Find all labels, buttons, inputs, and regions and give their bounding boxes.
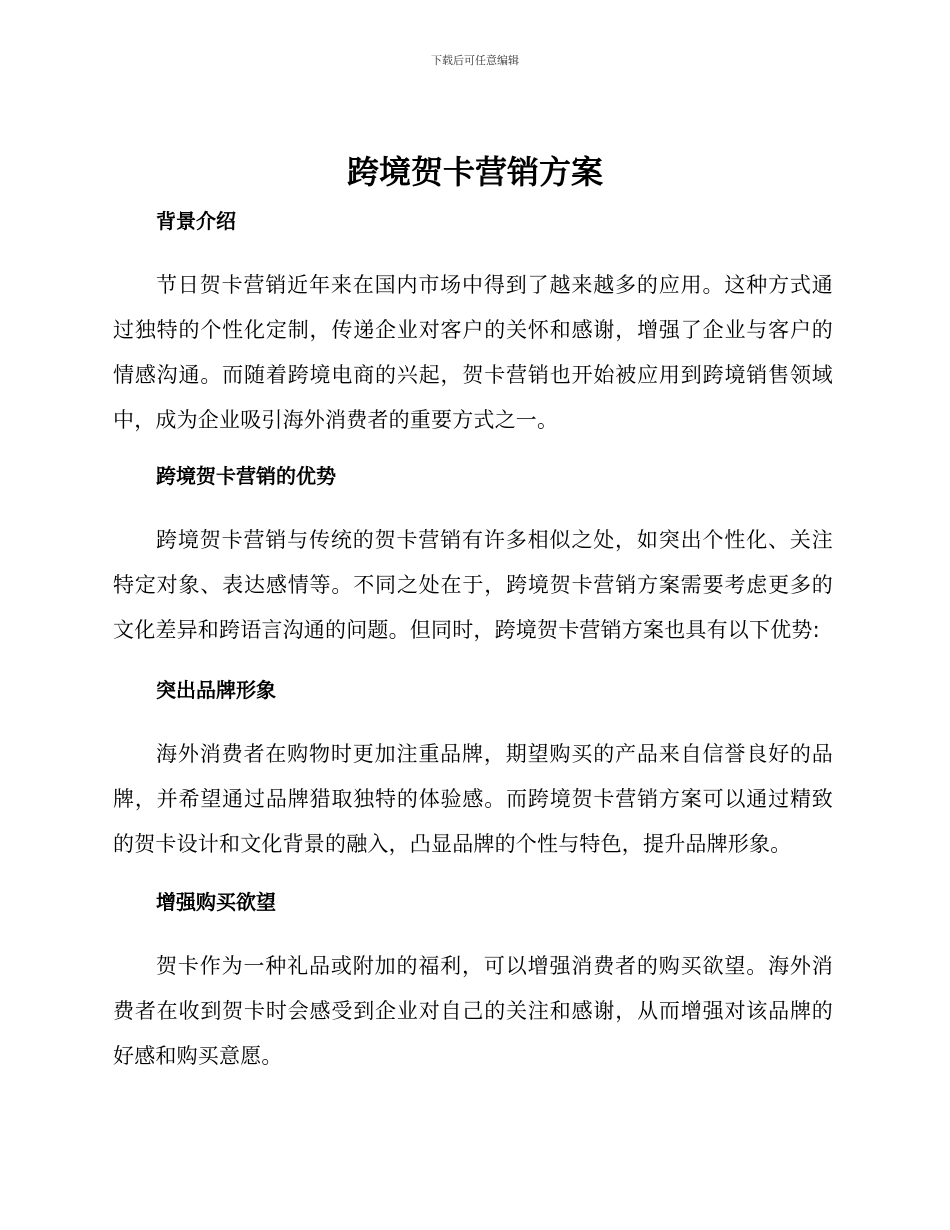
section-paragraph-advantages: 跨境贺卡营销与传统的贺卡营销有许多相似之处，如突出个性化、关注特定对象、表达感情等。不同之处在于，跨境贺卡营销方案需要考虑更多的文化差异和跨语言沟通的问题。但同时，跨境贺卡营销方案也具有以下优势:	[113, 528, 833, 642]
page-header-note: 下载后可任意编辑	[431, 54, 519, 67]
section-heading-brand-image: 突出品牌形象	[156, 678, 276, 702]
section-heading-background: 背景介绍	[156, 209, 236, 233]
section-heading-advantages: 跨境贺卡营销的优势	[156, 464, 336, 488]
document-title: 跨境贺卡营销方案	[346, 153, 603, 191]
section-heading-purchase-desire: 增强购买欲望	[156, 890, 276, 914]
section-paragraph-background: 节日贺卡营销近年来在国内市场中得到了越来越多的应用。这种方式通过独特的个性化定制，传递企业对客户的关怀和感谢，增强了企业与客户的情感沟通。而随着跨境电商的兴起，贺卡营销也开始被应用到跨境销售领域中，成为企业吸引海外消费者的重要方式之一。	[113, 273, 833, 432]
document-body	[113, 206, 833, 1079]
section-paragraph-brand-image: 海外消费者在购物时更加注重品牌，期望购买的产品来自信誉良好的品牌，并希望通过品牌猎取独特的体验感。而跨境贺卡营销方案可以通过精致的贺卡设计和文化背景的融入，凸显品牌的个性与特色，提升品牌形象。	[113, 742, 833, 856]
section-paragraph-purchase-desire: 贺卡作为一种礼品或附加的福利，可以增强消费者的购买欲望。海外消费者在收到贺卡时会感受到企业对自己的关注和感谢，从而增强对该品牌的好感和购买意愿。	[113, 954, 833, 1068]
